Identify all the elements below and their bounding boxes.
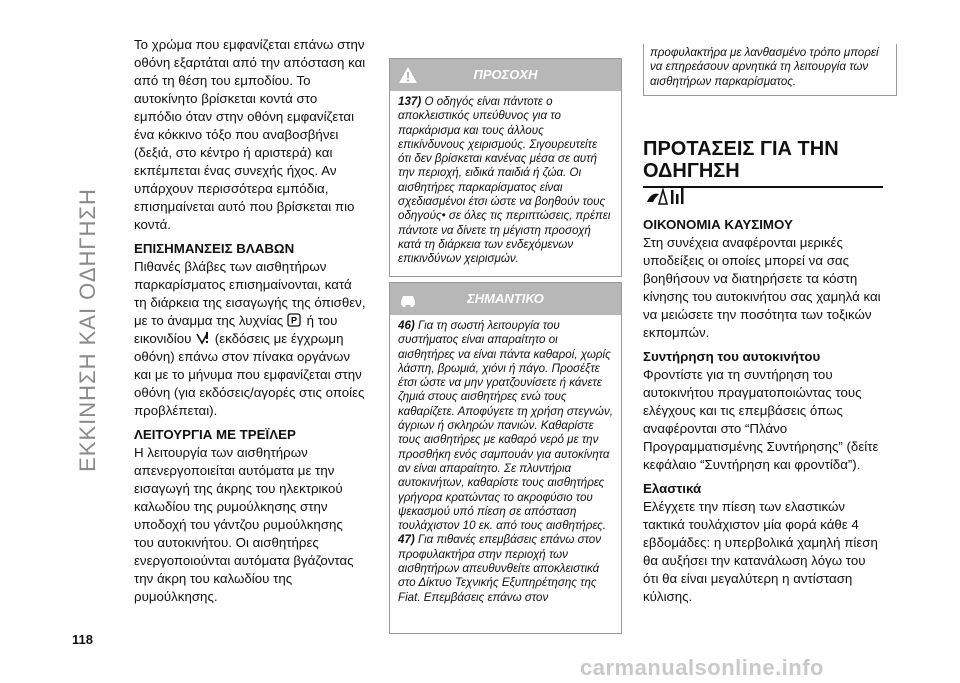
parking-sensor-display-icon (195, 331, 209, 345)
heading-fault-signals: ΕΠΙΣΗΜΑΝΣΕΙΣ ΒΛΑΒΩΝ (134, 241, 295, 256)
important-box-continued: προφυλακτήρα με λανθασμένο τρόπο μπορεί να επηρεάσουν αρνητικά τη λειτουργία των αισθητήρων παρκαρίσματος. (643, 44, 897, 96)
warning-triangle-icon (398, 66, 418, 84)
warning-box (389, 58, 622, 277)
side-chapter-title: ΕΚΚΙΝΗΣΗ ΚΑΙ ΟΔΗΓΗΣΗ (75, 188, 100, 472)
warning-box-header: ΠΡΟΣΟΧΗ (390, 59, 621, 91)
trailer-paragraph: Η λειτουργία των αισθητήρων απενεργοποιείται αυτόματα με την εισαγωγή της άκρης του ηλεκτρικού καλωδίου της ρυμούλκησης στην υποδοχή του γάντζου ρυμούλκησης του αυτοκινήτου. Οι αισθητήρες ενεργοποιούνται αυτόματα βγάζοντας την άκρη του καλωδίου της ρυμούλκησης. (134, 445, 354, 604)
heading-trailer: ΛΕΙΤΟΥΡΓΙΑ ΜΕ ΤΡΕΪΛΕΡ (134, 427, 296, 442)
maintenance-paragraph: Φροντίστε για τη συντήρηση του αυτοκινήτου πραγματοποιώντας τους ελέγχους και τις επεμβάσεις όπως αναφέρονται στο “Πλάνο Προγραμματισμένης Συντήρησης” (δείτε κεφάλαιο “Συντήρηση και φροντίδα”). (643, 367, 879, 472)
column-3 (643, 210, 883, 606)
warning-box-body: 137) Ο οδηγός είναι πάντοτε ο αποκλειστικός υπεύθυνος για το παρκάρισμα και τους άλλους επικίνδυνους χειρισμούς. Σιγουρευτείτε ότι δεν βρίσκεται κανένας μέσα σε αυτή την περιοχή, ειδικά παιδιά ή ζώα. Οι αισθητήρες παρκαρίσματος είναι σχεδιασμένοι έτσι ώστε να βοηθούν τους οδηγούς• σε όλες τις περιπτώσεις, πρέπει πάντοτε να δίνετε τη μέγιστη προσοχή κατά τη διάρκεια των ενδεχόμενων επικινδύνων χειρισμών. (398, 95, 611, 266)
column-1 (134, 36, 366, 606)
eco-driving-icon (645, 186, 685, 208)
heading-fuel-economy: ΟΙΚΟΝΟΜΙΑ ΚΑΥΣΙΜΟΥ (643, 217, 793, 232)
section-title: ΠΡΟΤΑΣΕΙΣ ΓΙΑ ΤΗΝ ΟΔΗΓΗΣΗ (643, 138, 883, 188)
tyres-paragraph: Ελέγχετε την πίεση των ελαστικών τακτικά τουλάχιστον μία φορά κάθε 4 εβδομάδες: η υπερβολικά χαμηλή πίεση θα αυξήσει την κατανάλωση λόγω του ότι θα είναι μεγαλύτερη η αντίσταση κύλισης. (643, 499, 878, 604)
svg-text:P: P (290, 315, 297, 326)
important-box (389, 282, 622, 634)
important-box-header: ΣΗΜΑΝΤΙΚΟ (390, 283, 621, 315)
watermark: carmanualsonline.info (580, 655, 824, 680)
heading-maintenance: Συντήρηση του αυτοκινήτου (643, 349, 821, 364)
important-box-body: 46) Για τη σωστή λειτουργία του συστήματος είναι απαραίτητο οι αισθητήρες να είναι πάντα καθαροί, χωρίς λάσπη, βρωμιά, χιόνι ή πάγο. Προσέξτε έτσι ώστε να μην γρατζουνίσετε ή κάνετε ζημιά στους αισθητήρες ενώ τους καθαρίζετε. Αποφύγετε τη χρήση στεγνών, άγριων ή σκληρών πανιών. Καθαρίστε τους αισθητήρες με καθαρό νερό με την προσθήκη ενός σαμπουάν για αυτοκίνητα αν είναι απαραίτητο. Σε πλυντήρια αυτοκινήτων, καθαρίστε τους αισθητήρες γρήγορα κρατώντας το ακροφύσιο του ψεκασμού υπό πίεση σε απόσταση τουλάχιστον 10 εκ. από τους αισθητήρες. 47) Για πιθανές επεμβάσεις επάνω στον προφυλακτήρα στην περιοχή των αισθητήρων απευθυνθείτε αποκλειστικά στο Δίκτυο Τεχνικής Εξυπηρέτησης της Fiat. Επεμβάσεις επάνω στον (398, 319, 613, 604)
page-number: 118 (72, 632, 93, 647)
fuel-economy-paragraph: Στη συνέχεια αναφέρονται μερικές υποδείξεις οι οποίες μπορεί να σας βοηθήσουν να διατηρήσετε τα κόστη κίνησης του αυτοκινήτου σας χαμηλά και να μειώσετε την ποσότητα των τοξικών εκπομπών. (643, 235, 881, 340)
intro-paragraph: Το χρώμα που εμφανίζεται επάνω στην οθόνη εξαρτάται από την απόσταση και από τη θέση του εμποδίου. Το αυτοκίνητο βρίσκεται κοντά στο εμπόδιο όταν στην οθόνη εμφανίζεται ένα κόκκινο τόξο που αναβοσβήνει (δεξιά, στο κέντρο ή αριστερά) και εκπέμπεται ένας συνεχής ήχος. Αν υπάρχουν περισσότερα εμπόδια, επισημαίνεται αυτό που βρίσκεται πιο κοντά. (134, 37, 366, 232)
parking-sensor-warning-icon (287, 313, 301, 327)
fault-paragraph: Πιθανές βλάβες των αισθητήρων παρκαρίσματος επισημαίνονται, κατά τη διάρκεια της εισαγωγής της όπισθεν, με το άναμμα της λυχνίας P ή του εικονιδίου (εκδόσεις με έγχρωμη οθόνη) επάνω στον πίνακα οργάνων και με το μήνυμα που εμφανίζεται στην οθόνη (για εκδόσεις/αγορές στις οποίες προβλέπεται). (134, 259, 366, 418)
car-damage-icon (398, 290, 418, 308)
heading-tyres: Ελαστικά (643, 481, 702, 496)
